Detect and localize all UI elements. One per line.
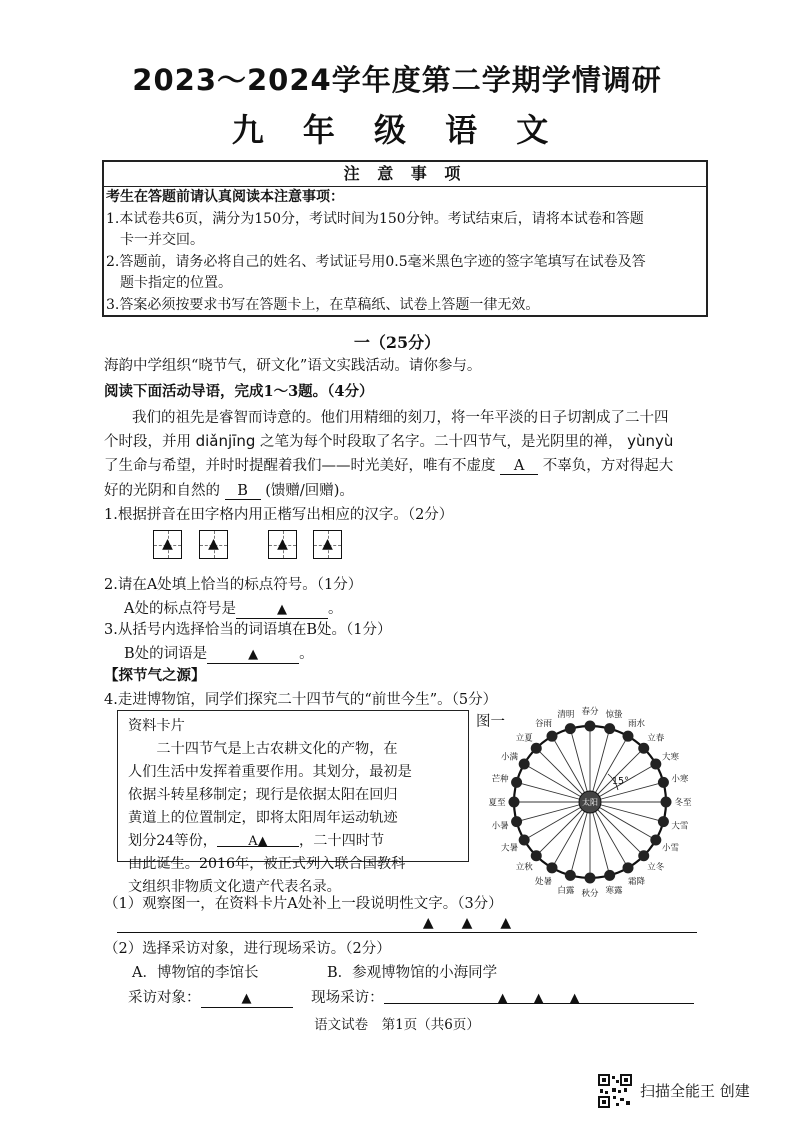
scanner-watermark: 扫描全能王 创建 [640,1082,750,1100]
angle-label: 15° [612,776,629,787]
info-card [117,710,469,895]
tianzige-box[interactable] [199,530,228,559]
term-label: 夏至 [488,798,506,808]
passage-text: 之笔为每个时段取了名字。二十四节气，是光阴里的禅， [259,434,623,450]
earth-dot [650,759,661,770]
pinyin: yùnyù [627,432,674,450]
period: 。 [327,601,343,617]
notice-heading: 注 意 事 项 [104,162,706,187]
card-line: 人们生活中发挥着重要作用。其划分，最初是 [128,764,412,780]
notice-line: 题卡指定的位置。 [106,275,232,291]
card-line: 二十四节气是上古农耕文化的产物，在 [128,741,398,757]
figure-label: 图一 [476,714,505,730]
question-3: 3.从括号内选择恰当的词语填在B处。（1分） [104,622,392,638]
earth-dot [509,797,520,808]
tianzige-box[interactable] [313,530,342,559]
notice-line: 3.答案必须按要求书写在答题卡上，在草稿纸、试卷上答题一律无效。 [106,296,540,313]
term-label: 小寒 [671,774,689,785]
earth-dot [650,835,661,846]
tianzige-box[interactable] [268,530,297,559]
passage-text: 好的光阴和自然的 [104,483,220,499]
passage-text: 了生命与希望，并时时提醒着我们——时光美好，唯有不虚度 [104,458,496,474]
passage-line [104,430,673,451]
passage-line: 我们的祖先是睿智而诗意的。他们用精细的刻刀，将一年平淡的日子切割成了二十四 [132,410,669,426]
earth-dot [585,721,596,732]
answer-triangles: ▲ ▲ ▲ [422,915,512,931]
qr-code-icon [598,1074,632,1108]
term-label: 大寒 [662,752,680,763]
earth-dot [585,873,596,884]
earth-dot [511,777,522,788]
card-text: 划分24等份， [128,833,217,849]
tianzige-box[interactable] [153,530,182,559]
option-a: A．博物馆的李馆长 [132,965,259,981]
task-instruction: 阅读下面活动导语，完成1～3题。（4分） [104,383,374,400]
pinyin: diǎnjīng [195,432,256,450]
earth-dot [565,723,576,734]
earth-dot [547,862,558,873]
answer-line-1[interactable] [117,912,697,933]
answer-triangle: ▲ [208,536,219,552]
notice-intro: 考生在答题前请认真阅读本注意事项： [106,189,344,205]
section-heading: 一（25分） [353,333,441,352]
term-label: 立秋 [515,862,533,873]
card-title: 资料卡片 [128,718,185,734]
q2-answer-line [124,597,342,619]
earth-dot [519,759,530,770]
blank-a: A [500,458,538,475]
earth-dot [511,816,522,827]
activity-intro: 海韵中学组织“晓节气，研文化”语文实践活动。请你参与。 [104,358,482,374]
earth-dot [531,850,542,861]
notice-line: 卡一并交回。 [106,232,204,248]
passage-text: 个时段，并用 [104,434,191,450]
earth-dot [604,870,615,881]
interview-scene-blank[interactable]: ▲ ▲ ▲ [384,987,694,1004]
earth-dot [519,835,530,846]
term-label: 寒露 [605,885,623,896]
term-label: 春分 [581,707,599,717]
page-footer: 语文试卷 第1页（共6页） [314,1017,480,1033]
passage-text: 不辜负，方对得起大 [542,458,674,474]
earth-dot [623,731,634,742]
card-text: ，二十四时节 [299,833,385,849]
answer-triangle[interactable]: ▲ [236,602,328,619]
term-label: 惊蛰 [605,710,623,721]
term-label: 立春 [647,733,665,744]
answer-triangle[interactable]: ▲ [207,647,299,664]
question-4-2: （2）选择采访对象，进行现场采访。（2分） [104,941,391,957]
card-line [118,830,468,853]
interview-scene-label: 现场采访： [311,990,384,1006]
term-label: 谷雨 [534,719,553,730]
term-label: 雨水 [627,719,646,730]
term-label: 处暑 [534,876,553,887]
earth-dot [661,797,672,808]
question-2: 2.请在A处填上恰当的标点符号。（1分） [104,577,363,593]
term-label: 大雪 [671,821,689,832]
answer-triangle: ▲ [277,536,288,552]
passage-line [104,479,354,500]
earth-dot [531,743,542,754]
card-line: 黄道上的位置制定，即将太阳周年运动轨迹 [128,810,398,826]
notice-line: 2.答题前，请务必将自己的姓名、考试证号用0.5毫米黑色字迹的签字笔填写在试卷及答 [106,253,646,270]
card-blank-a[interactable]: A▲ [217,830,299,847]
earth-dot [658,816,669,827]
interview-object-label: 采访对象： [128,990,201,1006]
earth-dot [604,723,615,734]
earth-dot [658,777,669,788]
q3-answer-label: B处的词语是 [124,646,208,662]
term-label: 芒种 [491,774,509,785]
earth-dot [565,870,576,881]
card-line: 由此诞生。2016年，被正式列入联合国教科 [128,856,406,872]
card-line: 依据斗转星移制定；现行是依据太阳在回归 [128,787,398,803]
term-label: 小雪 [662,843,680,854]
term-label: 小满 [500,752,518,763]
term-label: 大暑 [500,843,518,854]
question-4: 4.走进博物馆，同学们探究二十四节气的“前世今生”。（5分） [104,692,498,708]
answer-triangle: ▲ [162,536,173,552]
interview-object-blank[interactable]: ▲ [201,991,293,1008]
answer-triangle: ▲ [322,536,333,552]
earth-dot [623,862,634,873]
q3-answer-line [124,642,314,664]
period: 。 [299,646,314,662]
q2-answer-label: A处的标点符号是 [124,601,236,617]
earth-dot [638,743,649,754]
term-label: 霜降 [627,876,646,887]
term-label: 冬至 [674,798,692,808]
blank-b: B [225,483,261,500]
solar-terms-diagram [478,700,708,920]
term-label: 清明 [557,710,575,721]
earth-dot [547,731,558,742]
passage-line [104,454,673,475]
term-label: 秋分 [581,889,599,899]
notice-line: 1.本试卷共6页，满分为150分，考试时间为150分钟。考试结束后，请将本试卷和答题 [106,210,644,227]
notice-box [102,160,708,317]
term-label: 白露 [557,885,575,896]
question-4-1: （1）观察图一，在资料卡片A处补上一段说明性文字。（3分） [104,896,503,912]
question-1: 1.根据拼音在田字格内用正楷写出相应的汉字。（2分） [104,507,454,523]
earth-dot [638,850,649,861]
term-label: 立冬 [647,862,665,873]
subject-title: 九 年 级 语 文 [231,111,563,149]
passage-text: (馈赠/回赠)。 [265,483,354,499]
diagram-group [488,706,692,899]
exam-title: 2023～2024学年度第二学期学情调研 [132,63,662,97]
interview-row [128,986,694,1008]
sun-label: 太阳 [582,798,598,807]
term-label: 立夏 [515,733,533,744]
option-b: B．参观博物馆的小海同学 [327,965,498,981]
sub-heading: 【探节气之源】 [104,667,206,684]
card-line: 文组织非物质文化遗产代表名录。 [128,879,341,895]
term-label: 小暑 [491,821,509,832]
